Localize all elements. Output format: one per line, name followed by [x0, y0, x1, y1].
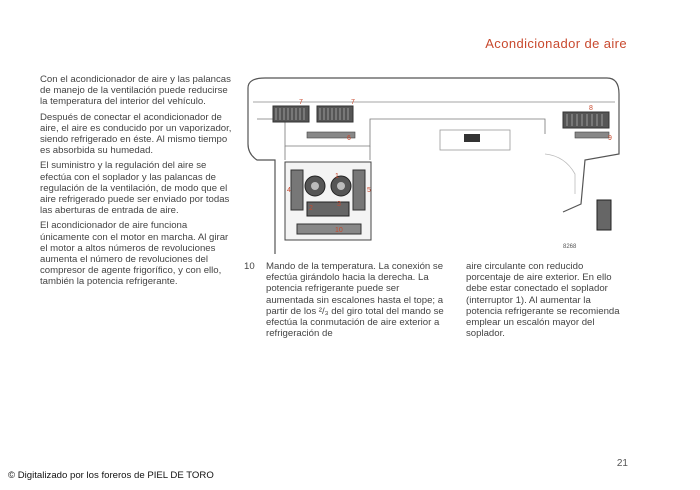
intro-column — [40, 74, 232, 292]
callout-label: 8 — [589, 105, 593, 112]
item-number: 10 — [244, 261, 255, 272]
callout-label: 7 — [351, 99, 355, 106]
intro-paragraph: El acondicionador de aire funciona únicamente con el motor en marcha. Al girar el motor a altos números de revoluciones aumenta el número de revoluciones del compresor de agente frigorífico, y con ello, también la potencia refrigerante. — [40, 220, 229, 288]
callout-label: 10 — [335, 227, 343, 234]
scan-credit: © Digitalizado por los foreros de PIEL DE TORO — [8, 470, 214, 481]
intro-paragraph: El suministro y la regulación del aire se efectúa con el soplador y las palancas de regulación de la ventilación, de modo que el aire refrigerado puede ser enviado por todas las aberturas de entrada de aire. — [40, 160, 230, 217]
callout-label: 1 — [335, 173, 339, 180]
section-title: Acondicionador de aire — [485, 36, 627, 51]
continuation-column — [466, 261, 624, 343]
intro-paragraph: Después de conectar el acondicionador de aire, el aire es conducido por un vaporizador, siendo refrigerado en éste. Al mismo tiempo es absorbida su humedad. — [40, 111, 232, 157]
item-10-text — [266, 261, 446, 343]
callout-label: 6 — [347, 135, 351, 142]
intro-paragraph: Con el acondicionador de aire y las palancas de manejo de la ventilación puede reducirse la temperatura del interior del vehículo. — [40, 74, 231, 108]
dashboard-illustration — [245, 74, 625, 254]
item-10-paragraph: Mando de la temperatura. La conexión se efectúa girándolo hacia la derecha. La potencia refrigerante puede ser aumentada sin escalones hasta el tope; a partir de los ²/₃ del giro total del mando se efectúa la conmutación de aire exterior a refrigeración de — [266, 261, 444, 340]
page-number: 21 — [616, 458, 628, 469]
callout-label: 3 — [337, 201, 341, 208]
continuation-paragraph: aire circulante con reducido porcentaje de aire exterior. En ello debe estar conectado el soplador (interruptor 1). Al aumentar la potencia refrigerante se recomienda emplear un escalón mayor del soplador. — [466, 261, 620, 340]
callout-label: 4 — [287, 187, 291, 194]
callout-label: 5 — [367, 187, 371, 194]
callout-label: 9 — [608, 135, 612, 142]
figure-code: 8268 — [563, 244, 577, 250]
callout-label: 7 — [299, 99, 303, 106]
callout-label: 2 — [309, 205, 313, 212]
